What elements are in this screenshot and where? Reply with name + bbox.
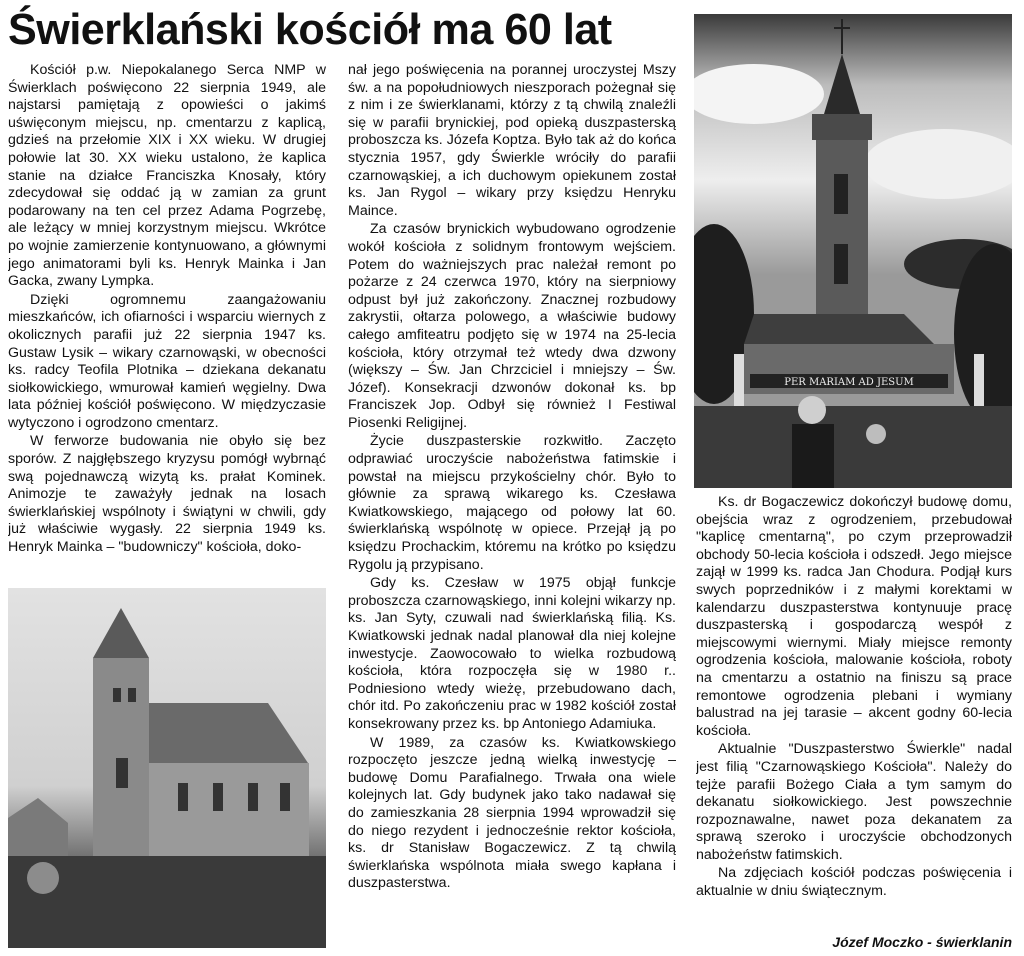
paragraph: Aktualnie "Duszpasterstwo Świerkle" nadal jest filią "Czarnowąskiego Kościoła". Należy do tejże parafii Bożego Ciała a tym samym do dekanatu siołkowickiego. Jest powszechnie rozpoznawalne, nawet poza dekanatem za sprawą szeroko i uroczyście obchodzonych nabożeństw fatimskich. bbox=[696, 741, 1012, 863]
paragraph: Życie duszpasterskie rozkwitło. Zaczęto odprawiać uroczyście nabożeństwa fatimskie i powstał na miejscu przykościelny chór. Było to głównie za sprawą wikarego ks. Czesława Kwiatkowskiego, mającego od połowy lat 60. świerklańską wspólnotę w opiece. Przejął ją po księdzu Prochackim, któremu na krótko po księdzu Rygolu ją przypisano. bbox=[348, 433, 676, 573]
paragraph: Dzięki ogromnemu zaangażowaniu mieszkańców, ich ofiarności i wsparciu wiernych z okolicznych parafii już 22 sierpnia 1947 ks. Gustaw Lysik – wikary czarnowąski, w obecności ks. radcy Teofila Plotnika – dziekana dekanatu siołkowickiego, wmurował kamień węgielny. Dwa lata później kościół poświęcono. W międzyczasie wytyczono i ogrodzono cmentarz. bbox=[8, 291, 326, 431]
photo-church-consecration bbox=[8, 588, 326, 948]
paragraph: Gdy ks. Czesław w 1975 objął funkcje proboszcza czarnowąskiego, inni kolejni wikarzy np. ks. Jan Syty, czuwali nad świerklańską filią. Ks. Kwiatkowski jednak nadal planował dla niej kolejne inwestycje. Zaowocowało to wielka rozbudową kościoła, która rozpoczęła się w 1980 r.. Podniesiono wtedy wieżę, przebudowano dach, chór itd. Po zakończeniu prac w 1982 kościół został konsekrowany przez ks. bp Antoniego Adamiuka. bbox=[348, 575, 676, 732]
paragraph: Na zdjęciach kościół podczas poświęcenia i aktualnie w dniu świątecznym. bbox=[696, 865, 1012, 900]
article-column-3 bbox=[696, 494, 1012, 954]
paragraph: W ferworze budowania nie obyło się bez sporów. Z najgłębszego kryzysu pomógł wybrnąć swą pojednawczą wizytą ks. prałat Kominek. Animozje te zaważyły jednak na losach świerklańskiej wspólnoty i świątyni w chwili, gdy już właściwie wygasły. 22 sierpnia 1949 ks. Henryk Mainka – "budowniczy" kościoła, doko- bbox=[8, 433, 326, 556]
paragraph: Kościół p.w. Niepokalanego Serca NMP w Świerklach poświęcono 22 sierpnia 1949, ale najstarsi pamiętają z opowieści o jakimś uświęconym miejscu, np. cmentarzu z kaplicą, gdzieś na przełomie XIX i XX wieku. W drugiej połowie lat 30. XX wieku ustalono, że kaplica stanie na działce Franciszka Knosały, który zdecydował się oddać ją w zamian za grunt podarowany na ten cel przez Adama Pogrzebę, ale leżący w mniej korzystnym miejscu. Wkrótce po wojnie zamierzenie kontynuowano, a głównymi jego animatorami byli ks. Henryk Mainka i Jan Gacka, zwany Lympka. bbox=[8, 62, 326, 290]
photo-church-today bbox=[694, 14, 1012, 488]
paragraph: nał jego poświęcenia na porannej uroczystej Mszy św. a na popołudniowych nieszporach pożegnał się z nim i ze świerklanami, którzy z tą chwilą znaleźli się w parafii brynickiej, pod opieką duszpasterską proboszcza ks. Józefa Koptza. Było tak aż do końca stycznia 1957, gdy Świerkle wróciły do parafii czarnowąskiej, a ich duchowym opiekunem został ks. Jan Rygol – wikary przy księdzu Henryku Maince. bbox=[348, 62, 676, 219]
paragraph: Za czasów brynickich wybudowano ogrodzenie wokół kościoła z solidnym frontowym wejściem. Potem do ważniejszych prac należał remont po pożarze z 24 czerwca 1970, który na sierpniowy odpust był już zakończony. Znacznej rozbudowy zakrystii, ołtarza polowego, a właściwie budowy całego amfiteatru podjęto się w 1974 na 25-lecia kościoła, który otrzymał też wtedy dwa dzwony (większy – Św. Jan Chrzciciel i mniejszy – Św. Józef). Konsekracji dzwonów dokonał ks. bp Franciszek Jop. Odbył się również I Festiwal Piosenki Religijnej. bbox=[348, 221, 676, 431]
article-headline: Świerklański kościół ma 60 lat bbox=[8, 5, 612, 54]
church-old-illustration bbox=[8, 588, 326, 948]
church-inscription: PER MARIAM AD JESUM bbox=[784, 377, 914, 388]
church-new-illustration bbox=[694, 14, 1012, 488]
article-column-1 bbox=[8, 62, 326, 572]
article-column-2 bbox=[348, 62, 676, 952]
paragraph: W 1989, za czasów ks. Kwiatkowskiego rozpoczęto jeszcze jedną wielką inwestycję – budowę Domu Parafialnego. Trwała ona wiele kolejnych lat. Gdy budynek jako tako nadawał się do zamieszkania 28 sierpnia 1994 wprowadził się do niego rezydent i jednocześnie rektor kościoła, ks. dr Stanisław Bogaczewicz. Z tą chwilą świerklańska wspólnota miała swego kapłana i duszpasterstwa. bbox=[348, 734, 676, 892]
paragraph: Ks. dr Bogaczewicz dokończył budowę domu, obejścia wraz z ogrodzeniem, przebudował "kaplicę cmentarną", po czym przeprowadził obchody 50-lecia kościoła i odszedł. Jego miejsce zajął w 1999 ks. radca Jan Chodura. Podjął kurs swych poprzedników i z małymi korektami w kalendarzu duszpasterstwa kontynuuje pracę duszpasterską i gospodarczą wespół z miejscowymi wiernymi. Miały miejsce remonty ogrodzenia kościoła, malowanie kościoła, roboty na cmentarzu a ostatnio na finiszu są prace remontowe ogrodzenia plebani i wymiany balustrad na jej tarasie – akcent godny 60-lecia kościoła. bbox=[696, 494, 1012, 739]
author-signature: Józef Moczko - świerklanin bbox=[832, 934, 1012, 950]
